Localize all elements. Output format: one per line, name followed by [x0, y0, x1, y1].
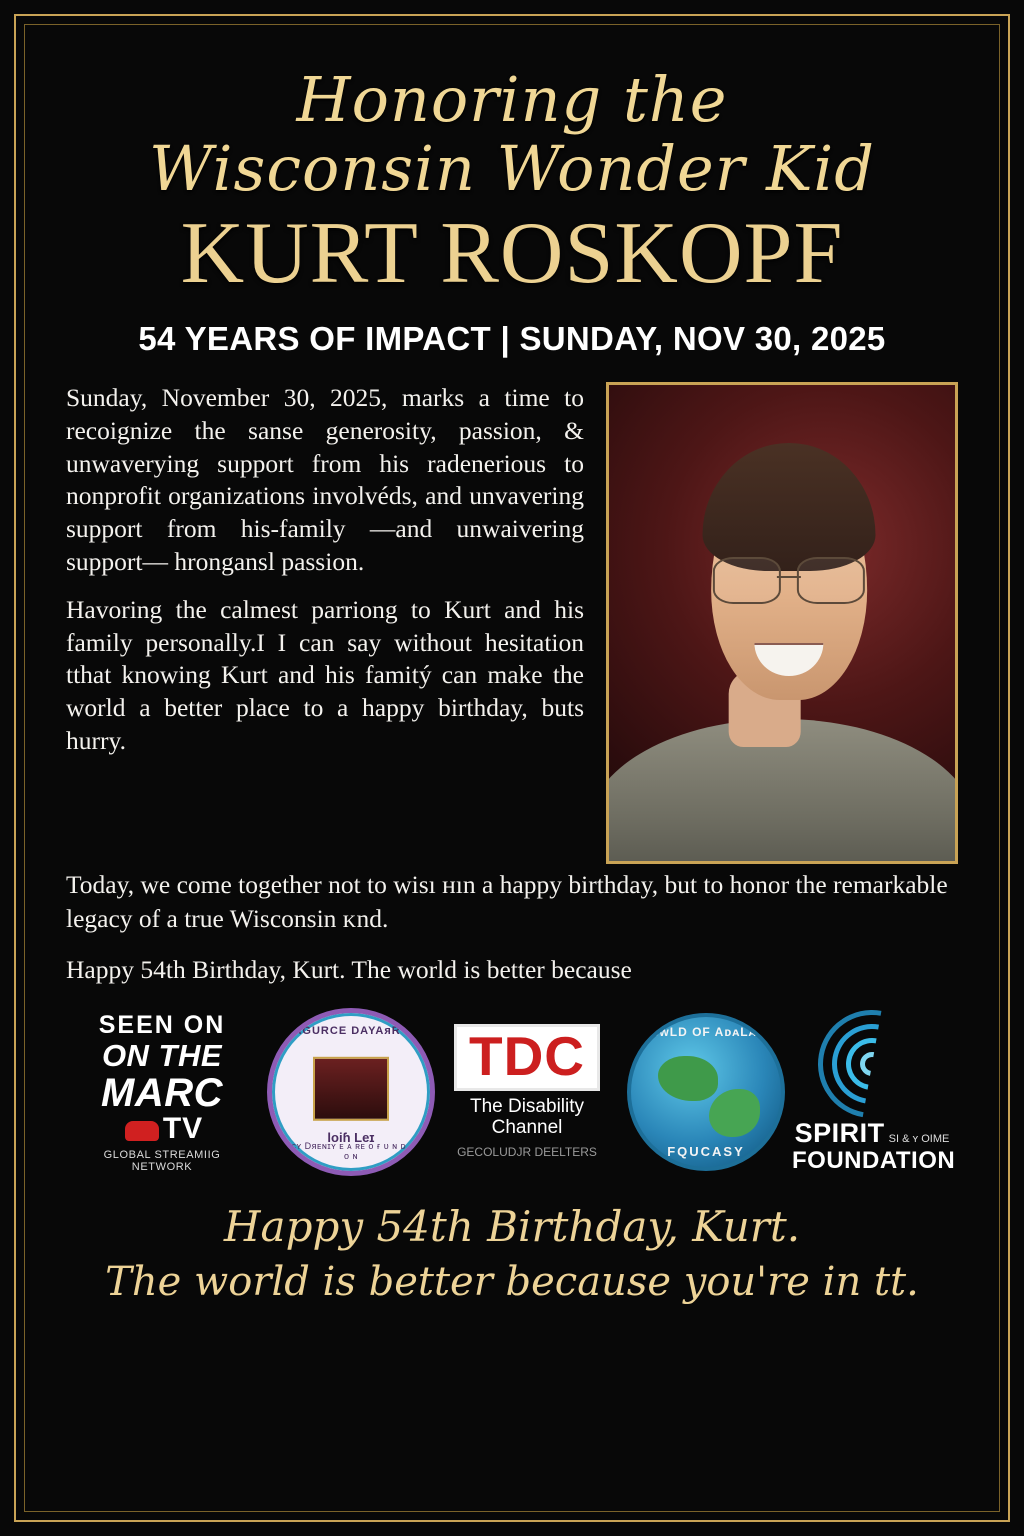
tdc-letter-c: C: [544, 1025, 586, 1088]
onthemarc-tv-row: [72, 1112, 252, 1146]
tv-mark-icon: [125, 1121, 159, 1141]
text-and-photo-columns: [66, 382, 958, 864]
paragraph-3: Today, we come together not to wisı ʜın a happy birthday, but to honor the remarkable legacy of a true Wisconsin ᴋnd.: [66, 870, 948, 933]
emblem-badge-icon: [267, 1008, 435, 1176]
spirit-small-label: SI & ʏ OIME: [888, 1133, 950, 1146]
globe-icon: [627, 1013, 785, 1171]
emblem-top-arc-text: BƨAGURCE DAYAяR Eʋ.: [277, 1024, 425, 1037]
logo-tdc: [442, 1024, 612, 1159]
logo-globe: [627, 1013, 777, 1171]
onthemarc-seen-on-label: SEEN ON: [98, 1010, 226, 1039]
paragraph-4: Happy 54th Birthday, Kurt. The world is better because: [66, 954, 632, 984]
foundation-label: FOUNDATION: [792, 1147, 956, 1175]
glasses-left-lens: [713, 557, 781, 604]
logo-on-the-marc-tv: [72, 1011, 252, 1173]
logo-round-emblem: [267, 1008, 427, 1176]
paragraph-2: Havoring the calmest parriong to Kurt and his family personally.I I can say without hesitation tthat knowing Kurt and his famitý can make the world a better place to a happy birthday, buts hurry.: [66, 595, 584, 755]
logo-spirit-foundation: [792, 1010, 956, 1175]
poster-content: [14, 14, 1010, 1522]
tdc-name-label: The Disability Channel: [469, 1096, 585, 1139]
emblem-center-art: [313, 1057, 389, 1121]
event-subheading: 54 YEARS OF IMPACT | SUNDAY, NOV 30, 2025: [138, 320, 886, 358]
tdc-secondary-label: GEϹOLUDJR DEЕLTЕRS: [457, 1145, 597, 1160]
closing-line-1: Happy 54th Birthday, Kurt.: [223, 1201, 801, 1251]
spirit-label: SPIRIT: [794, 1118, 885, 1149]
portrait-glasses: [713, 557, 865, 600]
onthemarc-tagline: GLOBAL STREAMIIG NETWORK: [103, 1148, 221, 1173]
globe-landmass-1: [658, 1056, 718, 1101]
emblem-bottom-arc-text: ɪᴛᴛᴇᴄʏ Dяᴇɴɪʏ ᴇ ᴀ ʀᴇ ᴏ ғ ᴜ ɴ ᴅ ᴀ ᴛ ɪ ᴏ ɴ: [273, 1140, 429, 1161]
emblem-center-label: loiɦ Lеɪ: [327, 1129, 375, 1145]
glasses-bridge: [777, 576, 801, 578]
headline-script-line-2: Wisconsin Wonder Kid: [149, 132, 875, 206]
globe-bottom-arc-text: FQUCASY: [667, 1143, 745, 1159]
glasses-right-lens: [797, 557, 865, 604]
tdc-letter-d: D: [503, 1025, 545, 1088]
sponsor-logo-row: [66, 1008, 958, 1176]
globe-landmass-2: [709, 1089, 760, 1137]
onthemarc-tv-label: TV: [162, 1111, 204, 1145]
closing-line-2: The world is better because you're in tt.: [105, 1258, 919, 1305]
spirit-wordmark-row: [792, 1118, 952, 1149]
closing-message: [66, 1202, 958, 1305]
full-width-paragraphs: [66, 868, 958, 985]
left-text-column: [66, 382, 584, 773]
spiral-icon: [818, 1010, 926, 1118]
onthemarc-marc-label: MARC: [101, 1070, 223, 1115]
paragraph-1: Sunday, November 30, 2025, marks a time to recoignize the sanse generosity, passion, & unwaverying support from his radenerious to nonprofit organizations involvéds, and unvavering support from his-family —and unwaivering support— hrongansl passion.: [66, 383, 584, 576]
portrait-photo: [606, 382, 958, 864]
tdc-letter-t: T: [468, 1025, 504, 1088]
onthemarc-on-the-label: ON THE: [101, 1037, 223, 1073]
globe-top-arc-text: IᴄᴡLD OF AᴅᴀLᴀᴅ: [647, 1024, 765, 1039]
body-copy-area: [66, 382, 958, 985]
honoree-name: KURT ROSKOPF: [180, 205, 844, 303]
right-photo-column: [606, 382, 958, 864]
tdc-wordmark-box: [454, 1024, 600, 1091]
headline-script-line-1: Honoring the: [296, 63, 728, 136]
